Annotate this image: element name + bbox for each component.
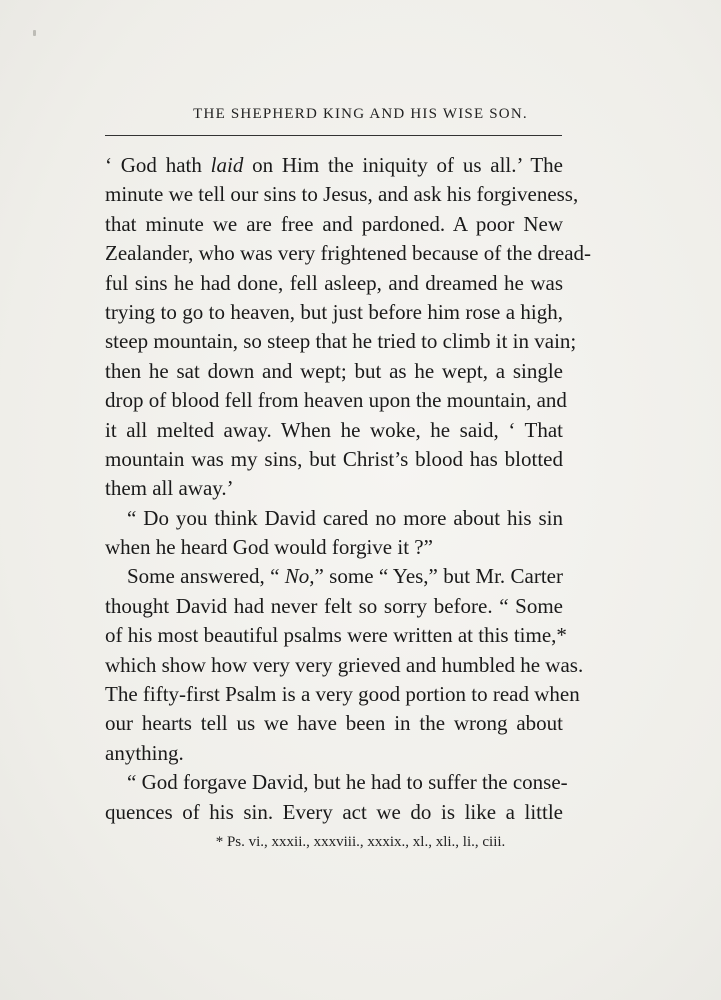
text-line-20: our hearts tell us we have been in the wrong about [105,711,563,736]
text-line-3: that minute we are free and pardoned. A poor New [105,211,563,236]
text-line-8: then he sat down and wept; but as he wept, a single [105,358,563,383]
text-line-1: ‘ God hath laid on Him the iniquity of us all.’ The [105,153,563,177]
text-line-14: when he heard God would forgive it ?” [105,535,433,560]
text-line-4: Zealander, who was very frightened because of the dread- [105,241,592,266]
text-line-22: “ God forgave David, but he had to suffer the conse- [127,770,568,795]
text-line-15: Some answered, “ No,” some “ Yes,” but Mr. Carter [127,564,563,589]
text-line-5: ful sins he had done, fell asleep, and dreamed he was [105,270,563,295]
text-line-19: The fifty-first Psalm is a very good portion to read when [105,682,580,707]
text-line-17: of his most beautiful psalms were written at this time,* [105,623,567,648]
text-line-7: steep mountain, so steep that he tried to climb it in vain; [105,329,577,354]
text-line-9: drop of blood fell from heaven upon the mountain, and [105,388,567,413]
header-rule [105,135,562,136]
text-line-12: them all away.’ [105,476,234,501]
running-title: THE SHEPHERD KING AND HIS WISE SON. [193,106,528,122]
text-line-11: mountain was my sins, but Christ’s blood has blotted [105,446,563,471]
body-text [105,151,592,827]
text-line-23: quences of his sin. Every act we do is like a little [105,799,563,824]
text-line-2: minute we tell our sins to Jesus, and ask his forgiveness, [105,182,579,207]
text-line-13: “ Do you think David cared no more about his sin [127,505,563,530]
text-line-16: thought David had never felt so sorry before. “ Some [105,593,563,618]
page-speck [33,30,36,36]
text-line-21: anything. [105,740,184,765]
text-line-18: which show how very very grieved and humbled he was. [105,652,584,677]
text-line-10: it all melted away. When he woke, he said, ‘ That [105,417,563,442]
text-line-6: trying to go to heaven, but just before him rose a high, [105,299,563,324]
footnote: * Ps. vi., xxxii., xxxviii., xxxix., xl., xli., li., ciii. [215,834,506,850]
